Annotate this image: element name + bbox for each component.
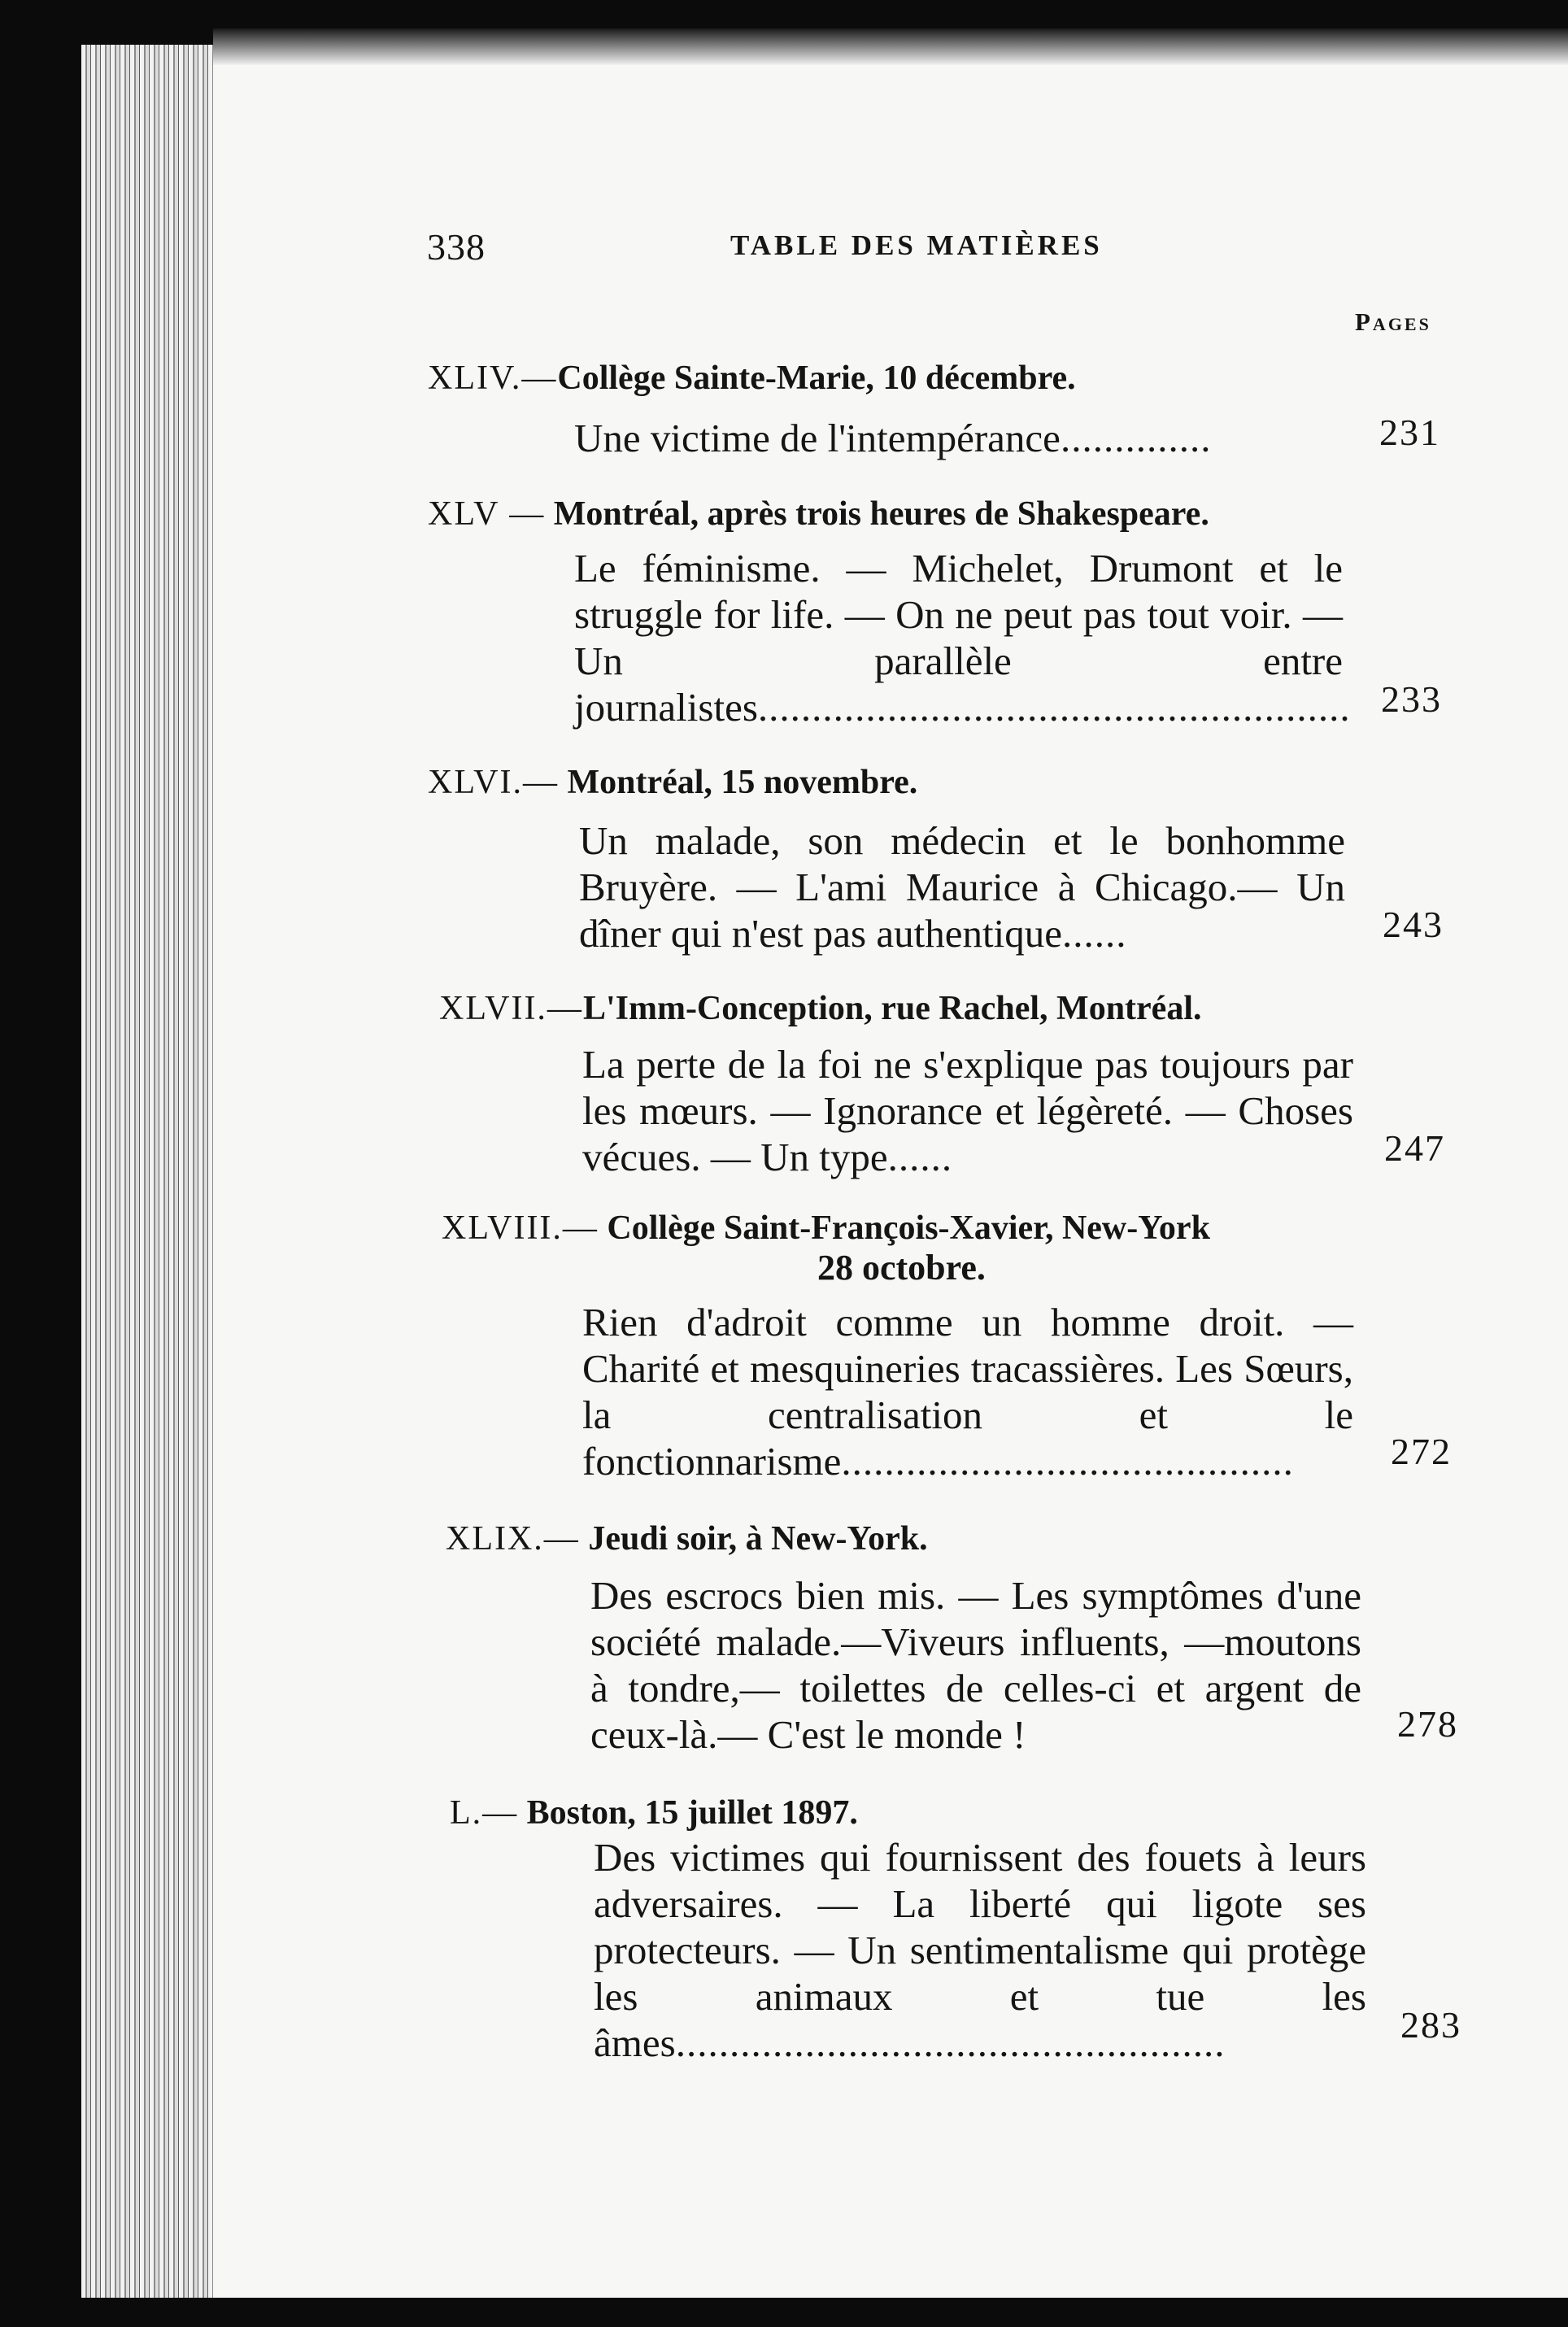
toc-entry-summary: Rien d'adroit comme un homme droit. —Charité et mesquineries tracassières. Les Sœurs, la centralisation et le fonctionnarisme..........................................: [582, 1300, 1353, 1484]
toc-entry-summary: Une victime de l'intempérance..............: [574, 416, 1212, 460]
page-shadow: [213, 28, 1568, 65]
chapter-number: XLVI.—: [428, 764, 559, 801]
toc-entry-heading: [428, 359, 1076, 398]
toc-page-number: 272: [1391, 1431, 1452, 1472]
toc-entry-summary: Des escrocs bien mis. — Les symptômes d'une société malade.—Viveurs influents, —moutons à tondre,— toilettes de celles-ci et argent de ceux-là.— C'est le monde !: [590, 1573, 1361, 1757]
toc-entry-heading: [446, 1519, 928, 1558]
toc-entry-heading: [428, 495, 1209, 534]
toc-entry-summary: La perte de la foi ne s'explique pas toujours par les mœurs. — Ignorance et légèreté. — Choses vécues. — Un type......: [582, 1042, 1353, 1179]
chapter-place: Montréal, 15 novembre.: [558, 764, 918, 801]
toc-page-number: 231: [1379, 412, 1440, 453]
chapter-place: Boston, 15 juillet 1897.: [518, 1794, 858, 1832]
chapter-place: L'Imm-Conception, rue Rachel, Montréal.: [582, 990, 1202, 1027]
pages-column-label: Pages: [1355, 307, 1431, 336]
chapter-number: XLV —: [428, 495, 546, 533]
page-number: 338: [427, 226, 486, 268]
toc-entry-date: 28 octobre.: [817, 1248, 986, 1288]
toc-entry-heading: [450, 1793, 858, 1832]
toc-entry-summary: Le féminisme. — Michelet, Drumont et le struggle for life. — On ne peut pas tout voir. — Un parallèle entre journalistes.......................................................: [574, 546, 1351, 730]
toc-entry-heading: [442, 1209, 1210, 1248]
chapter-number: XLIX.—: [446, 1520, 580, 1558]
chapter-place: Collège Saint-François-Xavier, New-York: [598, 1209, 1210, 1247]
running-head: TABLE DES MATIÈRES: [730, 229, 1103, 261]
toc-page-number: 233: [1381, 678, 1442, 720]
toc-entry-summary: Un malade, son médecin et le bonhomme Bruyère. — L'ami Maurice à Chicago.— Un dîner qui n'est pas authentique......: [579, 818, 1345, 956]
toc-entry-heading: [428, 763, 917, 802]
chapter-number: L.—: [450, 1794, 519, 1832]
chapter-place: Collège Sainte-Marie, 10 décembre.: [557, 360, 1076, 397]
chapter-place: Montréal, après trois heures de Shakespeare.: [545, 495, 1209, 533]
toc-page-number: 278: [1397, 1703, 1458, 1745]
chapter-place: Jeudi soir, à New-York.: [579, 1520, 928, 1558]
toc-page-number: 243: [1383, 904, 1444, 945]
toc-entry-summary: Des victimes qui fournissent des fouets à leurs adversaires. — La liberté qui ligote ses protecteurs. — Un sentimentalisme qui protège les animaux et tue les âmes...................................................: [594, 1835, 1366, 2065]
toc-entry-heading: [439, 989, 1202, 1028]
chapter-number: XLIV.—: [428, 360, 558, 397]
toc-page-number: 247: [1384, 1127, 1445, 1169]
chapter-number: XLVIII.—: [442, 1209, 599, 1247]
toc-page-number: 283: [1400, 2004, 1461, 2046]
chapter-number: XLVII.—: [439, 990, 583, 1027]
